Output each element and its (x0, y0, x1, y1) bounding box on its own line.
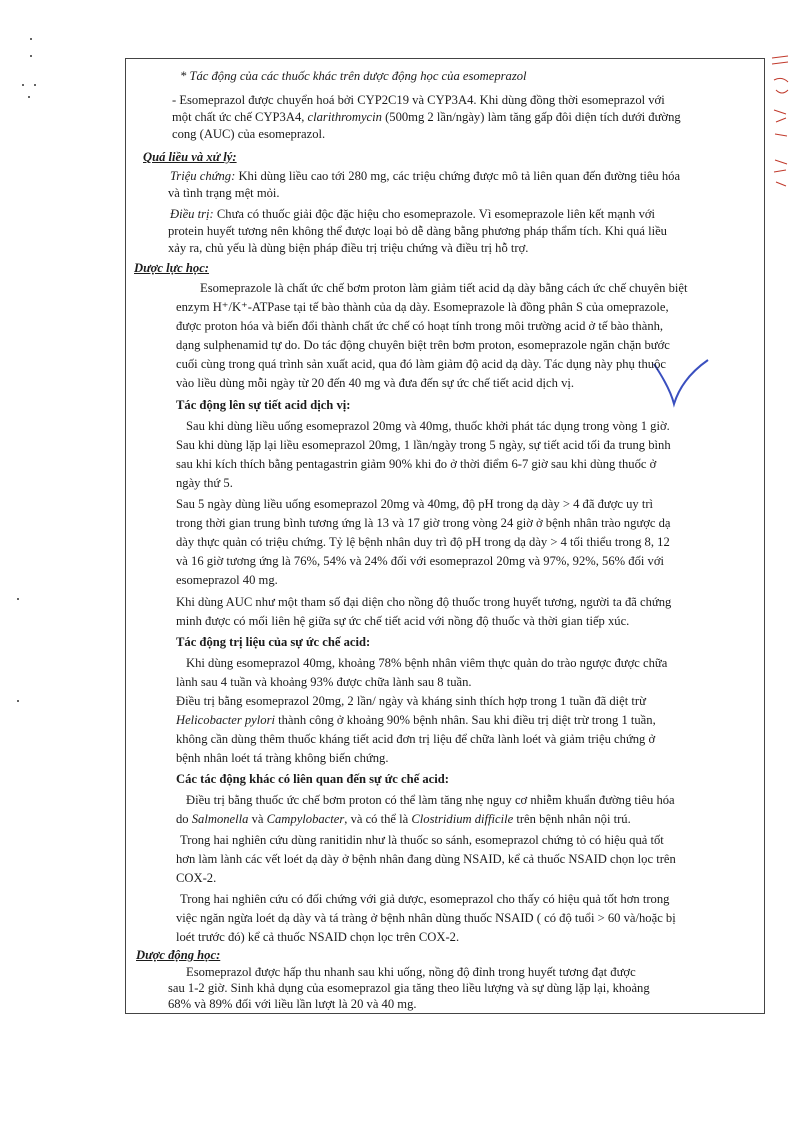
paragraph-line: bệnh nhân loét tá tràng không biến chứng. (176, 751, 389, 765)
margin-speck (30, 38, 32, 40)
paragraph-line: Helicobacter pylori thành công ở khoảng 90% bệnh nhân. Sau khi điều trị diệt trừ trong 1 tuần, (176, 713, 656, 727)
paragraph-line: và 16 giờ tương ứng là 76%, 54% và 24% đối với esomeprazol 20mg và 97%, 92%, 56% đối với (176, 554, 664, 568)
margin-speck (34, 84, 36, 86)
paragraph-line: Esomeprazole là chất ức chế bơm proton làm giảm tiết acid dạ dày bằng cách ức chế chuyên biệt (200, 281, 688, 295)
paragraph-line: không cần dùng thêm thuốc kháng tiết acid đơn trị liệu để chữa lành loét và giảm triệu chứng ở (176, 732, 656, 746)
paragraph-line: Điều trị bằng esomeprazol 20mg, 2 lần/ ngày và kháng sinh thích hợp trong 1 tuần đã diệt trừ (176, 694, 646, 708)
paragraph-line: trong thời gian trung bình tương ứng là 13 và 17 giờ trong vòng 24 giờ ở bệnh nhân trào ngược dạ (176, 516, 671, 530)
pharmacodynamics-heading: Dược lực học: (134, 261, 210, 275)
margin-speck (22, 84, 24, 86)
paragraph-line: dày thực quản có triệu chứng. Tỷ lệ bệnh nhân duy trì độ pH trong dạ dày > 4 tối thiểu trong 8, 12 (176, 535, 670, 549)
paragraph-line: Điều trị: Chưa có thuốc giải độc đặc hiệu cho esomeprazole. Vì esomeprazole liên kết mạnh với (170, 207, 656, 221)
paragraph-line: loét trước đó) kể cả thuốc NSAID chọn lọc trên COX-2. (176, 930, 460, 944)
paragraph-line: ngày thứ 5. (176, 476, 233, 490)
paragraph-line: Khi dùng AUC như một tham số đại diện cho nồng độ thuốc trong huyết tương, người ta đã chứng (176, 595, 672, 609)
paragraph-line: việc ngăn ngừa loét dạ dày và tá tràng ở bệnh nhân dùng thuốc NSAID ( có độ tuổi > 60 và/hoặc bị (176, 911, 676, 925)
paragraph-line: Sau khi dùng lặp lại liều esomeprazol 20mg, 1 lần/ngày trong 5 ngày, sự tiết acid tối đa trung bình (176, 438, 671, 452)
paragraph-line: protein huyết tương nên không thể được loại bỏ dễ dàng bằng phương pháp thẩm tích. Khi quá liều (168, 224, 667, 238)
paragraph-line: sau 1-2 giờ. Sinh khả dụng của esomeprazol gia tăng theo liều lượng và sự dùng lặp lại, khoảng (168, 981, 650, 995)
paragraph-line: một chất ức chế CYP3A4, clarithromycin (500mg 2 lần/ngày) làm tăng gấp đôi diện tích dưới đường (172, 110, 681, 124)
paragraph-line: - Esomeprazol được chuyển hoá bởi CYP2C19 và CYP3A4. Khi dùng đồng thời esomeprazol với (172, 93, 665, 107)
paragraph-line: Trong hai nghiên cứu có đối chứng với giả dược, esomeprazol cho thấy có hiệu quả tốt hơn trong (180, 892, 670, 906)
paragraph-line: do Salmonella và Campylobacter, và có thể là Clostridium difficile trên bệnh nhân nội trú. (176, 812, 631, 826)
paragraph-line: cuối cùng trong quá trình sản xuất acid, qua đó làm giảm độ acid dạ dày. Tác dụng này phụ thuộc (176, 357, 666, 371)
overdose-heading: Quá liều và xử lý: (143, 150, 237, 164)
paragraph-line: esomeprazol 40 mg. (176, 573, 278, 587)
paragraph-line: Sau 5 ngày dùng liều uống esomeprazol 20mg và 40mg, độ pH trong dạ dày > 4 đã được uy trì (176, 497, 654, 511)
page-number-stamp (766, 50, 796, 190)
paragraph-line: Điều trị bằng thuốc ức chế bơm proton có thể làm tăng nhẹ nguy cơ nhiễm khuẩn đường tiêu hóa (186, 793, 675, 807)
section-title: Tác động trị liệu của sự ức chế acid: (176, 635, 371, 649)
paragraph-line: xảy ra, chủ yếu là dùng biện pháp điều trị triệu chứng và điều trị hỗ trợ. (168, 241, 529, 255)
interaction-subtitle: * Tác động của các thuốc khác trên dược động học của esomeprazol (180, 69, 527, 83)
paragraph-line: Trong hai nghiên cứu dùng ranitidin như là thuốc so sánh, esomeprazol chứng tỏ có hiệu quả tốt (180, 833, 664, 847)
margin-speck (17, 700, 19, 702)
paragraph-line: Esomeprazol được hấp thu nhanh sau khi uống, nồng độ đỉnh trong huyết tương đạt được (186, 965, 636, 979)
paragraph-line: Sau khi dùng liều uống esomeprazol 20mg và 40mg, thuốc khởi phát tác dụng trong vòng 1 giờ. (186, 419, 670, 433)
paragraph-line: enzym H⁺/K⁺-ATPase tại tế bào thành của dạ dày. Esomeprazole là đồng phân S của omeprazole, (176, 300, 669, 314)
paragraph-line: được proton hóa và biến đổi thành chất ức chế có hoạt tính trong môi trường acid ở tế bào thành, (176, 319, 664, 333)
paragraph-line: 68% và 89% đối với liều lần lượt là 20 và 40 mg. (168, 997, 417, 1011)
margin-speck (17, 598, 19, 600)
section-title: Các tác động khác có liên quan đến sự ức chế acid: (176, 772, 449, 786)
pharmacokinetics-heading: Dược động học: (136, 948, 221, 962)
paragraph-line: cong (AUC) của esomeprazol. (172, 127, 326, 141)
paragraph-line: Triệu chứng: Khi dùng liều cao tới 280 mg, các triệu chứng được mô tả liên quan đến đường tiêu hóa (170, 169, 681, 183)
paragraph-line: hơn làm lành các vết loét dạ dày ở bệnh nhân đang dùng NSAID, kể cả thuốc NSAID chọn lọc trên (176, 852, 676, 866)
paragraph-line: COX-2. (176, 871, 217, 885)
paragraph-line: vào liều dùng mỗi ngày từ 20 đến 40 mg và đưa đến sự ức chế tiết acid dịch vị. (176, 376, 575, 390)
paragraph-line: Khi dùng esomeprazol 40mg, khoảng 78% bệnh nhân viêm thực quản do trào ngược được chữa (186, 656, 668, 670)
paragraph-line: dạng sulphenamid tự do. Do tác động chuyên biệt trên bơm proton, esomeprazole ngăn chặn bước (176, 338, 670, 352)
paragraph-line: sau khi kích thích bằng pentagastrin giảm 90% khi đo ở thời điểm 6-7 giờ sau khi dùng thuốc ở (176, 457, 657, 471)
paragraph-line: lành sau 4 tuần và khoảng 93% được chữa lành sau 8 tuần. (176, 675, 472, 689)
paragraph-line: và tình trạng mệt mỏi. (168, 186, 280, 200)
section-title: Tác động lên sự tiết acid dịch vị: (176, 398, 351, 412)
paragraph-line: minh được có mối liên hệ giữa sự ức chế tiết acid với nồng độ thuốc và thời gian tiếp xúc. (176, 614, 630, 628)
margin-speck (28, 96, 30, 98)
margin-speck (30, 55, 32, 57)
